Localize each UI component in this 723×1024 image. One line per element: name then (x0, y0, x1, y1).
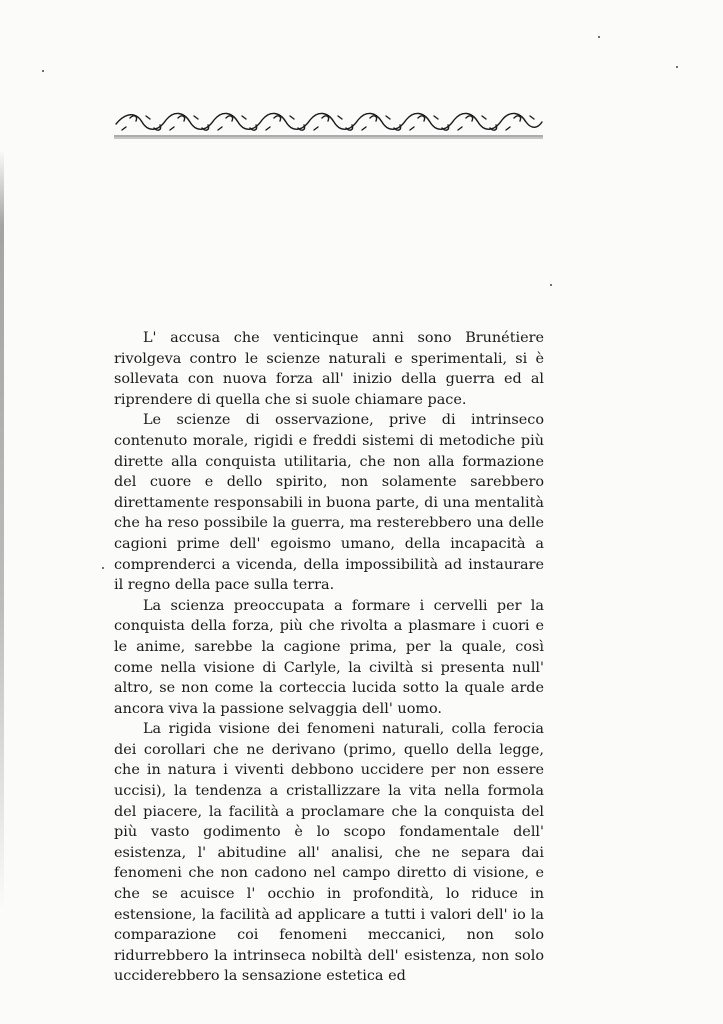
paper-speck (102, 567, 104, 569)
paper-speck (598, 36, 600, 38)
paper-speck (42, 70, 44, 72)
header-ornament (112, 106, 545, 140)
paragraph: Le scienze di osservazione, prive di intrinseco contenuto morale, rigidi e freddi sistemi di metodiche più dirette alla conquista utilitaria, che non alla formazione del cuore e dello spirito, non solamente sarebbero direttamente responsabili in buona parte, di una mentalità che ha reso possibile la guerra, ma resterebbero una delle cagioni prime dell' egoismo umano, della incapacità a comprenderci a vicenda, della impossibilità ad instaurare il regno della pace sulla terra. (114, 412, 544, 594)
paragraph: L' accusa che venticinque anni sono Brunétiere rivolgeva contro le scienze naturali e sperimentali, si è sollevata con nuova forza all' inizio della guerra ed al riprendere di quella che si suole chiamare pace. (114, 330, 544, 408)
paper-speck (676, 66, 678, 68)
body-text (114, 328, 544, 987)
paragraph: La rigida visione dei fenomeni naturali, colla ferocia dei corollari che ne derivano (primo, quello della legge, che in natura i viventi debbono uccidere per non essere uccisi), la tendenza a cristallizzare la vita nella formola del piacere, la facilità a proclamare che la conquista del più vasto godimento è lo scopo fondamentale dell' esistenza, l' abitudine all' analisi, che ne separa dai fenomeni che non cadono nel campo diretto di visione, e che se acuisce l' occhio in profondità, lo riduce in estensione, la facilità ad applicare a tutti i valori dell' io la comparazione coi fenomeni meccanici, non solo ridurrebbero la intrinseca nobiltà dell' esistenza, non solo ucciderebbero la sensazione estetica ed (114, 721, 544, 985)
page-edge-shadow (0, 150, 4, 910)
paper-speck (550, 284, 552, 286)
paragraph: La scienza preoccupata a formare i cervelli per la conquista della forza, più che rivolta a plasmare i cuori e le anime, sarebbe la cagione prima, per la quale, così come nella visione di Carlyle, la civiltà si presenta null' altro, se non come la corteccia lucida sotto la quale arde ancora viva la passione selvaggia dell' uomo. (114, 597, 544, 717)
